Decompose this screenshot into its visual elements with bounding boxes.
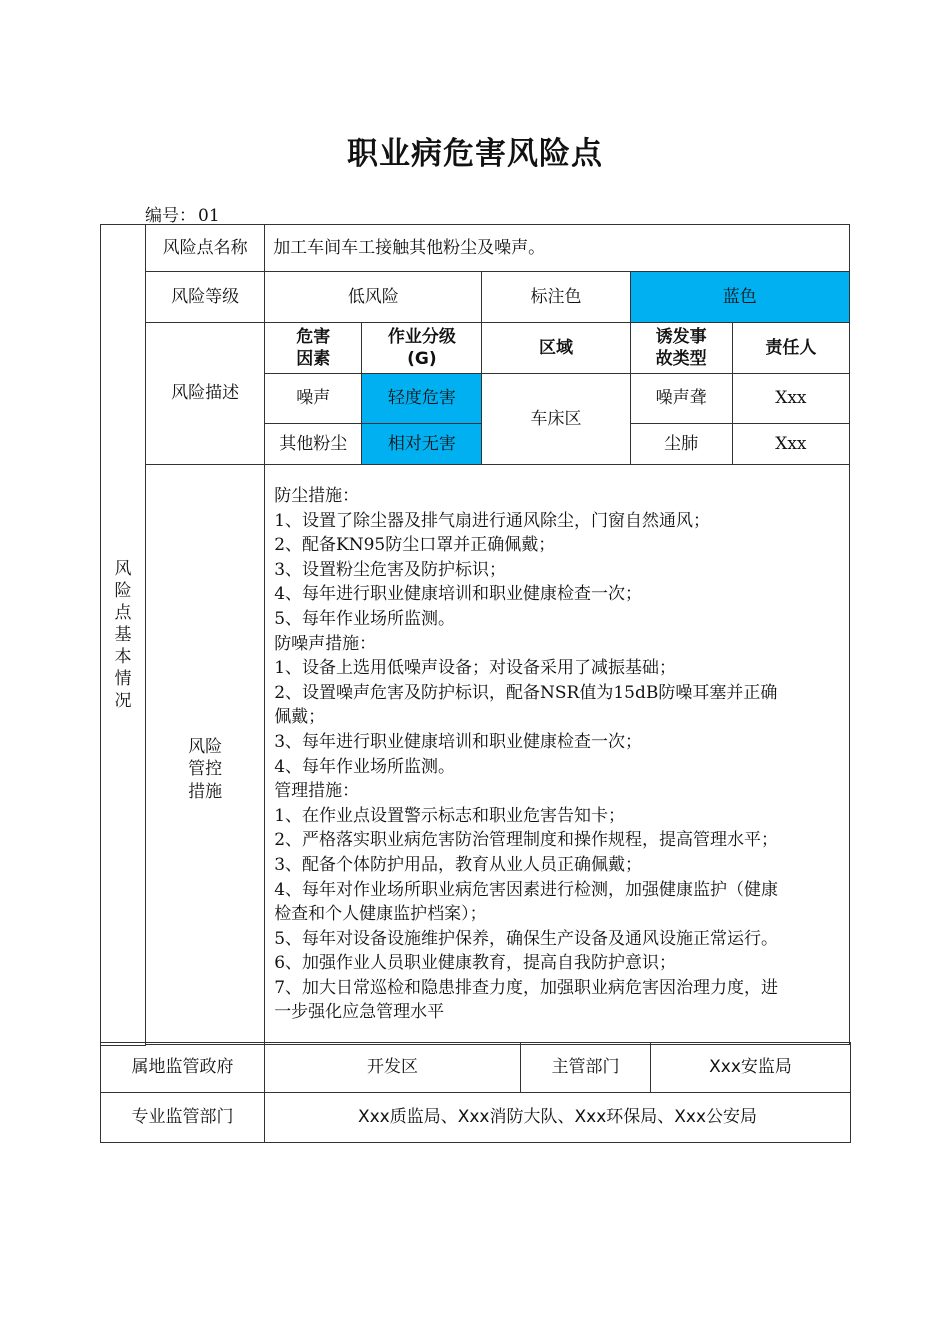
measure-line: 3、设置粉尘危害及防护标识； bbox=[274, 559, 507, 580]
pro-value: Xxx质监局、Xxx消防大队、Xxx环保局、Xxx公安局 bbox=[265, 1093, 851, 1143]
measure-line: 2、设置噪声危害及防护标识，配备NSR值为15dB防噪耳塞并正确 bbox=[274, 682, 778, 703]
measure-line: 3、配备个体防护用品，教育从业人员正确佩戴； bbox=[274, 854, 643, 875]
risk-level-label: 风险等级 bbox=[146, 272, 265, 323]
header-grade: 作业分级 (G) bbox=[362, 323, 482, 374]
measure-line: 2、严格落实职业病危害防治管理制度和操作规程，提高管理水平； bbox=[274, 830, 779, 851]
page-title: 职业病危害风险点 bbox=[347, 136, 603, 172]
measure-line: 佩戴； bbox=[274, 707, 326, 728]
side-char: 点 bbox=[114, 602, 132, 623]
measure-line: 1、设置了除尘器及排气扇进行通风除尘，门窗自然通风； bbox=[274, 510, 711, 531]
risk-point-table bbox=[100, 224, 850, 1046]
measure-line: 6、加强作业人员职业健康教育，提高自我防护意识； bbox=[274, 953, 677, 974]
header-person: 责任人 bbox=[732, 323, 849, 374]
side-char: 况 bbox=[114, 691, 132, 712]
side-char: 本 bbox=[114, 647, 132, 668]
serial-label: 编号： bbox=[145, 206, 196, 226]
area-value: 车床区 bbox=[482, 374, 630, 465]
header-accident: 诱发事 故类型 bbox=[630, 323, 732, 374]
risk-level-value: 低风险 bbox=[265, 272, 482, 323]
measure-line: 7、加大日常巡检和隐患排查力度，加强职业病危害因治理力度，进 bbox=[274, 977, 779, 998]
supervision-table bbox=[100, 1042, 851, 1143]
risk-name-value: 加工车间车工接触其他粉尘及噪声。 bbox=[265, 225, 850, 272]
dept-value: Xxx安监局 bbox=[651, 1043, 851, 1093]
measure-line: 4、每年进行职业健康培训和职业健康检查一次； bbox=[274, 584, 643, 605]
pro-label: 专业监管部门 bbox=[101, 1093, 265, 1143]
row2-grade: 相对无害 bbox=[362, 424, 482, 465]
side-char: 风 bbox=[114, 558, 132, 579]
side-char: 情 bbox=[114, 669, 132, 690]
row1-accident: 噪声聋 bbox=[630, 374, 732, 424]
header-hazard: 危害 因素 bbox=[265, 323, 362, 374]
measure-line: 1、在作业点设置警示标志和职业危害告知卡； bbox=[274, 805, 626, 826]
row1-hazard: 噪声 bbox=[265, 374, 362, 424]
row2-person: Xxx bbox=[732, 424, 849, 465]
serial-number bbox=[145, 201, 222, 226]
side-char: 基 bbox=[114, 624, 132, 645]
measure-line: 检查和个人健康监护档案）； bbox=[274, 904, 487, 925]
measure-line: 1、设备上选用低噪声设备；对设备采用了减振基础； bbox=[274, 658, 677, 679]
measure-line: 一步强化应急管理水平 bbox=[274, 1002, 445, 1023]
header-area: 区域 bbox=[482, 323, 630, 374]
row2-accident: 尘肺 bbox=[630, 424, 732, 465]
side-char: 险 bbox=[114, 580, 132, 601]
risk-name-label: 风险点名称 bbox=[146, 225, 265, 272]
color-value: 蓝色 bbox=[630, 272, 849, 323]
dept-label: 主管部门 bbox=[521, 1043, 651, 1093]
measure-line: 管理措施： bbox=[274, 781, 360, 802]
measure-line: 4、每年对作业场所职业病危害因素进行检测，加强健康监护（健康 bbox=[274, 879, 779, 900]
measure-line: 5、每年作业场所监测。 bbox=[274, 608, 456, 629]
serial-value: 01 bbox=[198, 206, 220, 226]
color-label: 标注色 bbox=[482, 272, 630, 323]
row2-hazard: 其他粉尘 bbox=[265, 424, 362, 465]
measure-line: 防尘措施： bbox=[274, 486, 360, 506]
control-label: 风险 管控 措施 bbox=[146, 465, 265, 1045]
measure-line: 2、配备KN95防尘口罩并正确佩戴； bbox=[274, 535, 556, 556]
risk-desc-label: 风险描述 bbox=[146, 323, 265, 465]
gov-label: 属地监管政府 bbox=[101, 1043, 265, 1093]
row1-person: Xxx bbox=[732, 374, 849, 424]
gov-value: 开发区 bbox=[265, 1043, 521, 1093]
measure-line: 防噪声措施： bbox=[274, 633, 377, 654]
measure-line: 3、每年进行职业健康培训和职业健康检查一次； bbox=[274, 731, 643, 752]
measure-line: 4、每年作业场所监测。 bbox=[274, 756, 456, 777]
side-label-cell bbox=[101, 225, 146, 1046]
row1-grade: 轻度危害 bbox=[362, 374, 482, 424]
measure-line: 5、每年对设备设施维护保养，确保生产设备及通风设施正常运行。 bbox=[274, 928, 779, 949]
control-measures bbox=[265, 465, 850, 1045]
